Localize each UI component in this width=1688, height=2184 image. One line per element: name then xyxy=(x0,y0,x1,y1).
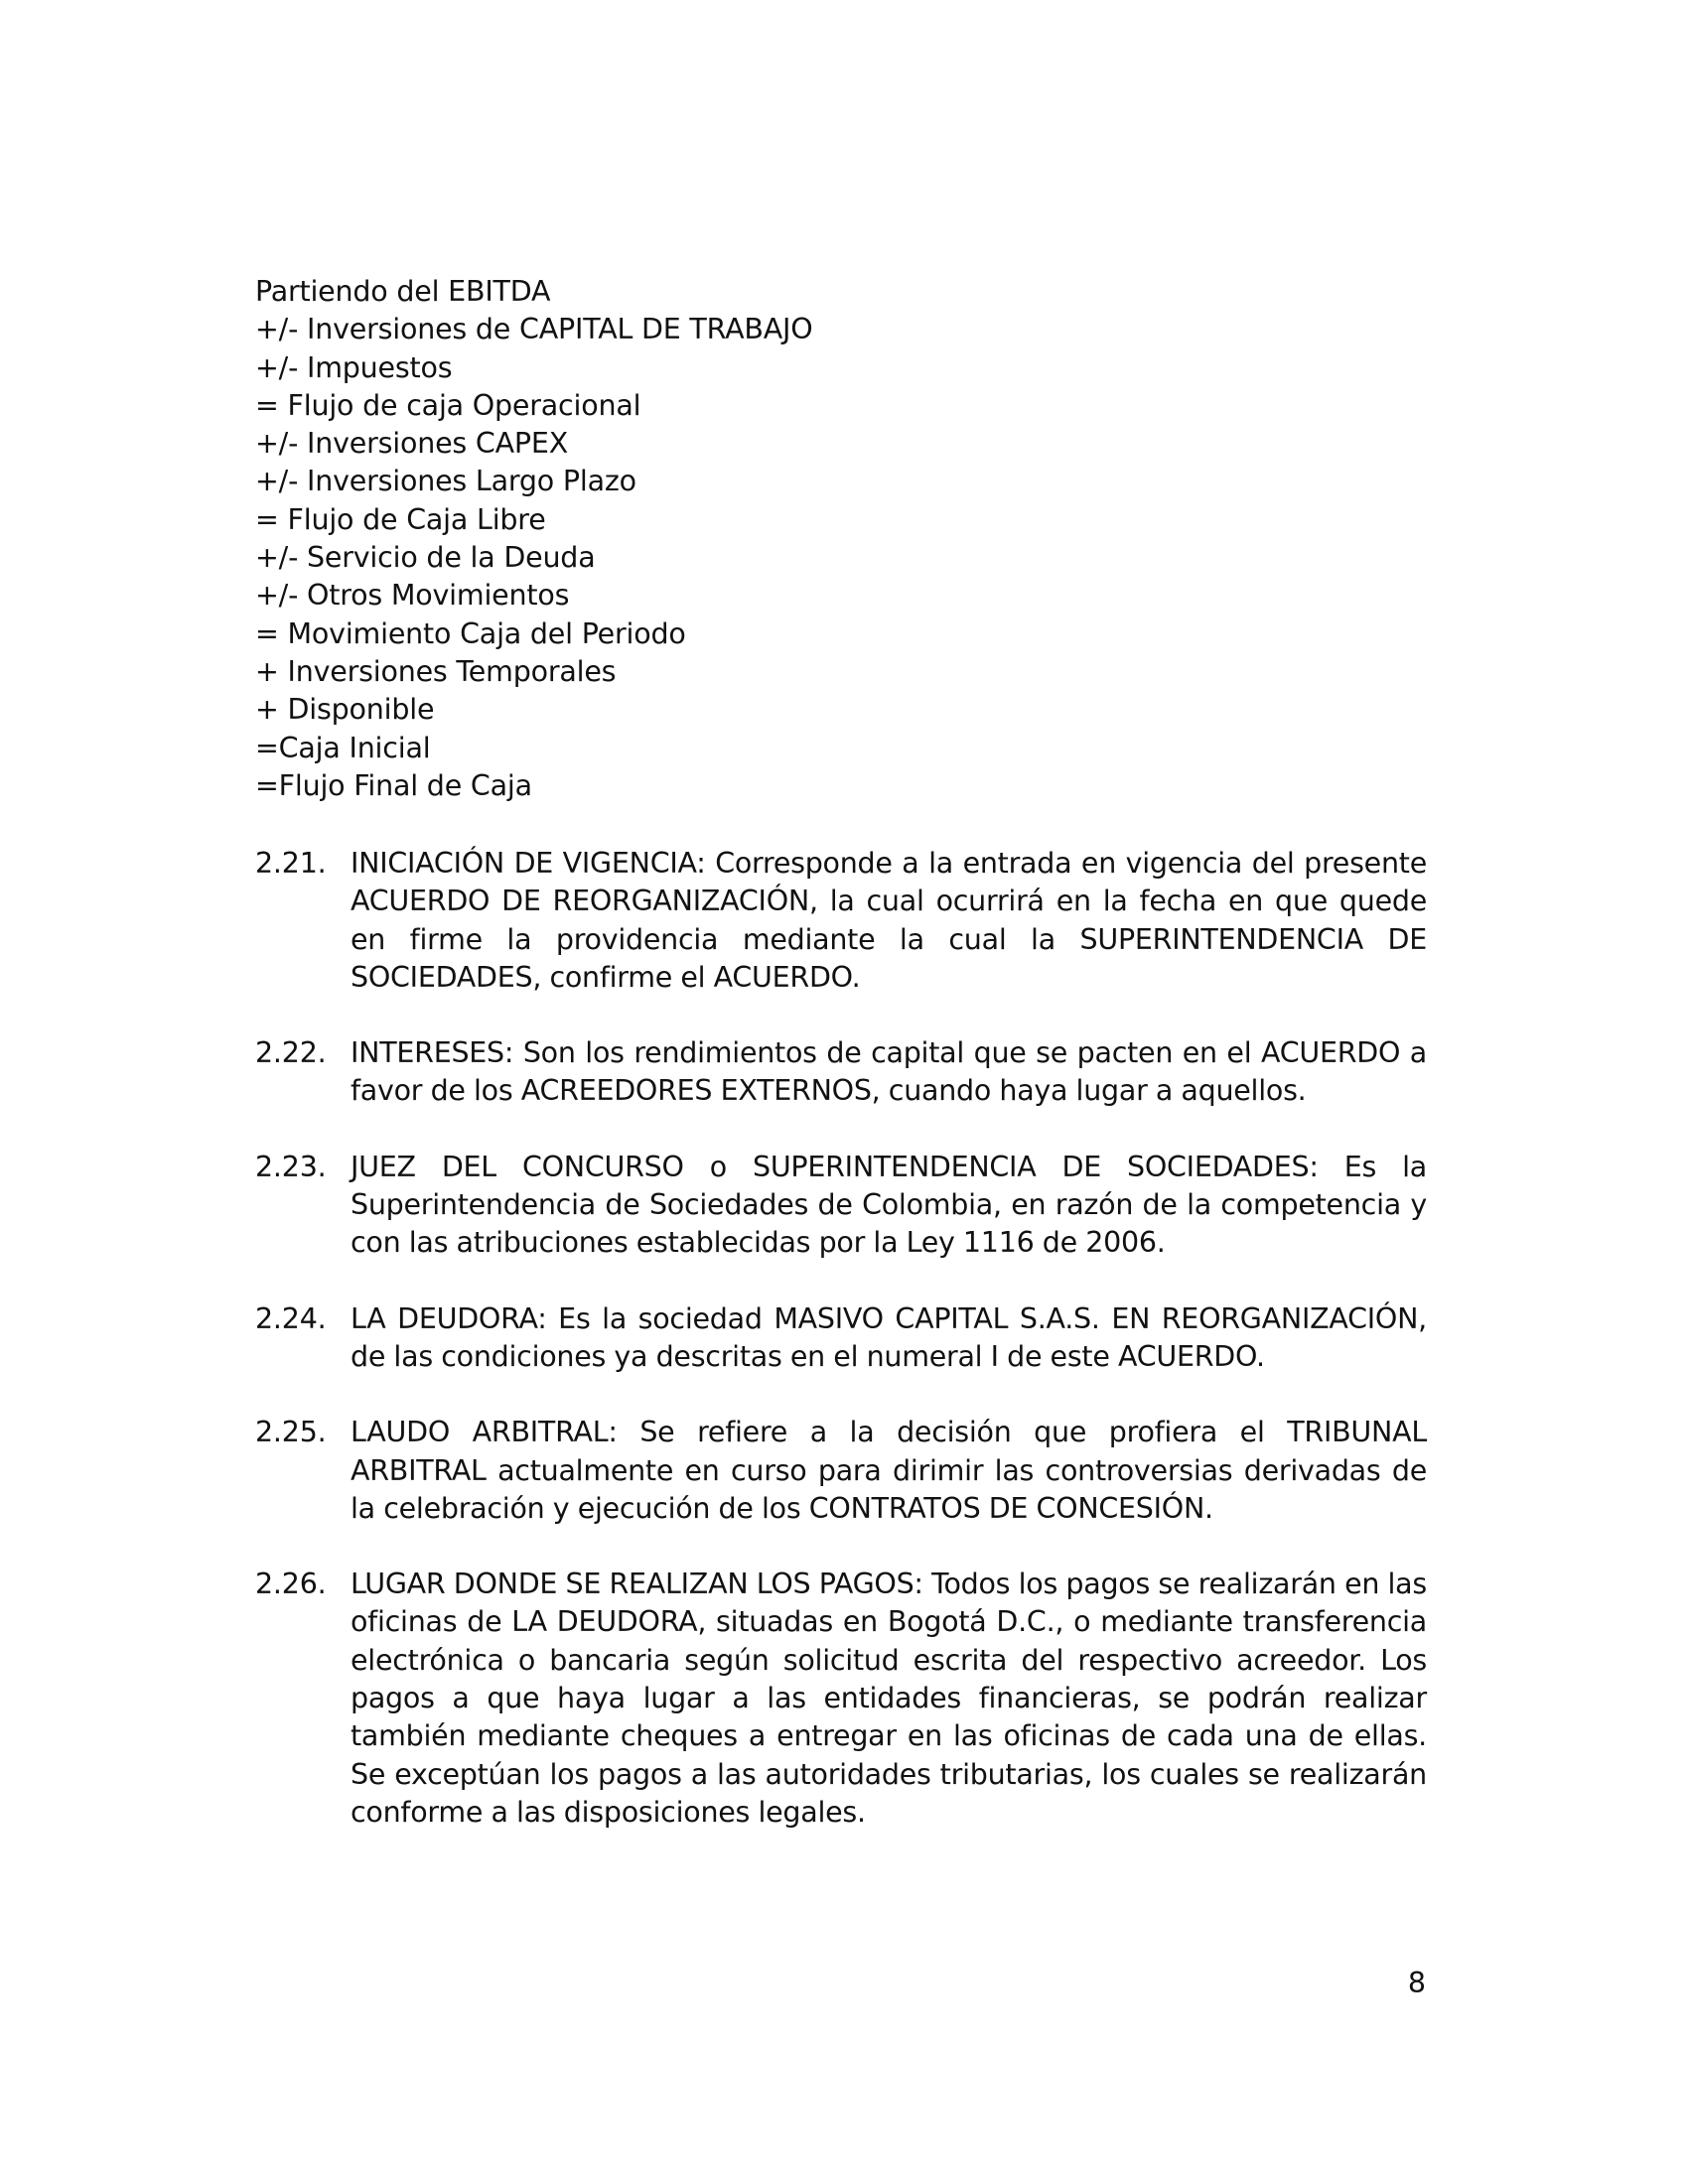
cash-flow-line: + Inversiones Temporales xyxy=(255,654,617,688)
cash-flow-line: + Disponible xyxy=(255,693,435,727)
section-2-25 xyxy=(255,1414,1427,1528)
section-number: 2.24. xyxy=(255,1301,327,1335)
cash-flow-line: = Movimiento Caja del Periodo xyxy=(255,616,686,650)
cash-flow-line: =Caja Inicial xyxy=(255,731,431,764)
cash-flow-line: +/- Inversiones Largo Plazo xyxy=(255,465,636,498)
section-2-24 xyxy=(255,1300,1427,1377)
section-number: 2.26. xyxy=(255,1568,327,1601)
section-text: INICIACIÓN DE VIGENCIA: Corresponde a la entrada en vigencia del presente ACUERDO DE REORGANIZACIÓN, la cual ocurrirá en la fecha en que quede en firme la providencia mediante la cual la SUPERINTENDENCIA DE SOCIEDADES, confirme el ACUERDO. xyxy=(351,847,1427,994)
section-text: LUGAR DONDE SE REALIZAN LOS PAGOS: Todos los pagos se realizarán en las oficinas de LA DEUDORA, situadas en Bogotá D.C., o mediante transferencia electrónica o bancaria según solicitud escrita del respectivo acreedor. Los pagos a que haya lugar a las entidades financieras, se podrán realizar también mediante cheques a entregar en las oficinas de cada una de ellas. Se exceptúan los pagos a las autoridades tributarias, los cuales se realizarán conforme a las disposiciones legales. xyxy=(351,1568,1427,1829)
section-text: LA DEUDORA: Es la sociedad MASIVO CAPITAL S.A.S. EN REORGANIZACIÓN, de las condiciones ya descritas en el numeral I de este ACUERDO. xyxy=(351,1301,1427,1373)
section-2-22 xyxy=(255,1034,1427,1111)
section-text: LAUDO ARBITRAL: Se refiere a la decisión que profiera el TRIBUNAL ARBITRAL actualmente en curso para dirimir las controversias derivadas de la celebración y ejecución de los CONTRATOS DE CONCESIÓN. xyxy=(351,1416,1427,1525)
section-text: JUEZ DEL CONCURSO o SUPERINTENDENCIA DE SOCIEDADES: Es la Superintendencia de Sociedades de Colombia, en razón de la competencia y con las atribuciones establecidas por la Ley 1116 de 2006. xyxy=(351,1150,1427,1260)
section-number: 2.22. xyxy=(255,1036,327,1070)
section-2-26 xyxy=(255,1566,1427,1832)
cash-flow-line: =Flujo Final de Caja xyxy=(255,768,532,802)
cash-flow-line: +/- Inversiones CAPEX xyxy=(255,427,569,461)
cash-flow-line: = Flujo de Caja Libre xyxy=(255,502,546,536)
cash-flow-line: +/- Servicio de la Deuda xyxy=(255,541,596,575)
cash-flow-line: +/- Impuestos xyxy=(255,350,453,384)
cash-flow-line: Partiendo del EBITDA xyxy=(255,275,551,308)
section-number: 2.23. xyxy=(255,1150,327,1183)
cash-flow-line: +/- Otros Movimientos xyxy=(255,579,570,613)
cash-flow-list xyxy=(255,273,1427,805)
section-2-21 xyxy=(255,845,1427,997)
definitions-sections xyxy=(255,845,1427,1869)
cash-flow-line: +/- Inversiones de CAPITAL DE TRABAJO xyxy=(255,313,813,346)
cash-flow-line: = Flujo de caja Operacional xyxy=(255,388,641,422)
section-number: 2.25. xyxy=(255,1416,327,1449)
section-number: 2.21. xyxy=(255,847,327,880)
page-number: 8 xyxy=(1407,1967,1426,1999)
section-2-23 xyxy=(255,1149,1427,1263)
section-text: INTERESES: Son los rendimientos de capital que se pacten en el ACUERDO a favor de los ACREEDORES EXTERNOS, cuando haya lugar a aquellos. xyxy=(351,1036,1427,1108)
